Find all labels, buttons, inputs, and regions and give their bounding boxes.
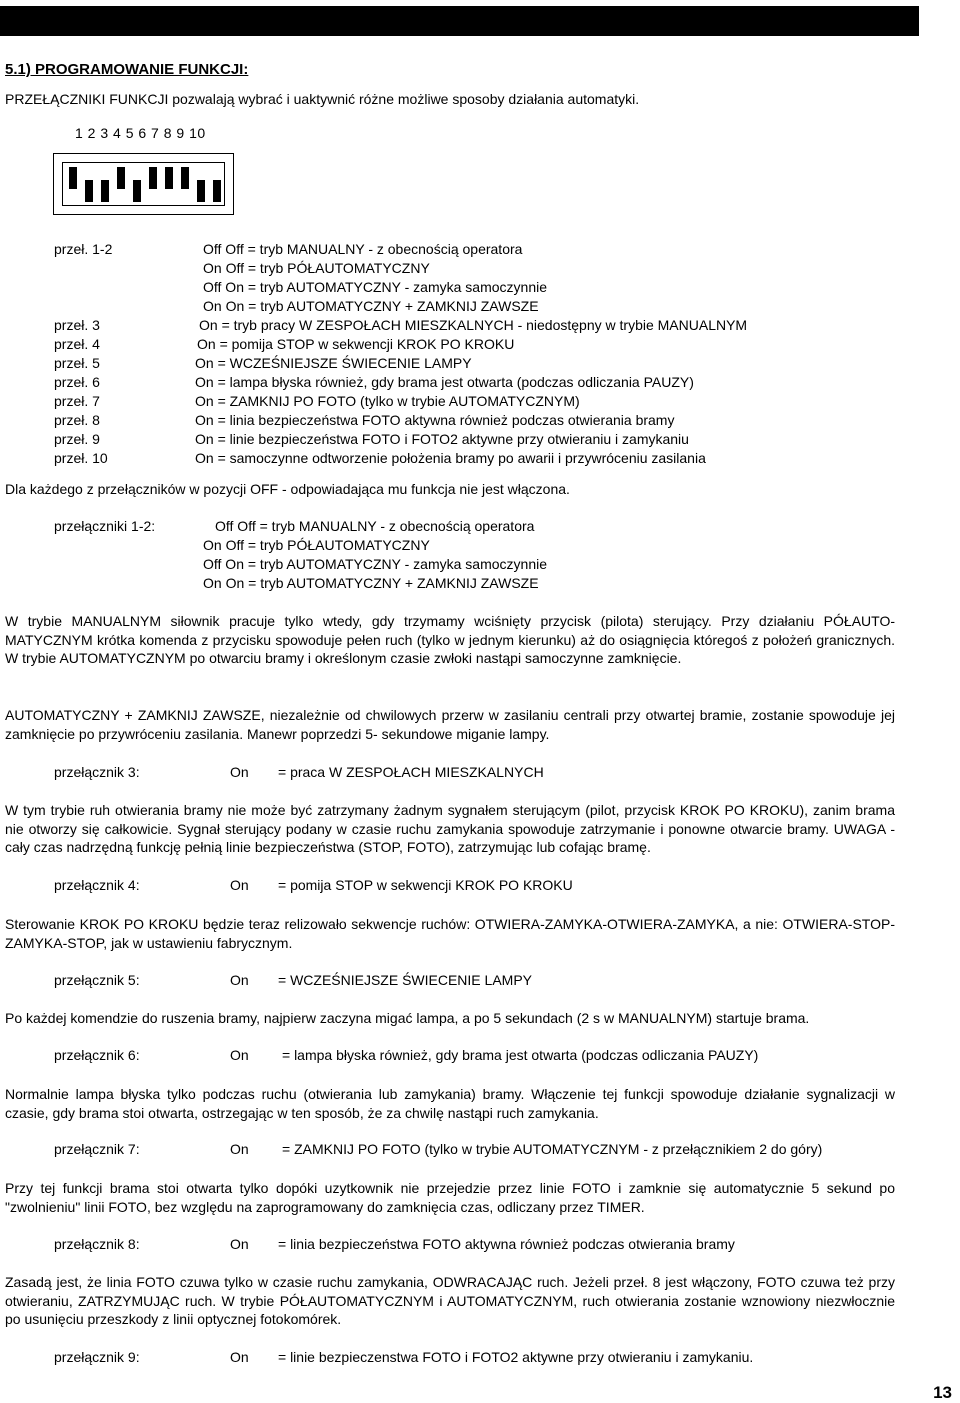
table-row-key: przeł. 9 xyxy=(54,431,100,447)
switch-3-on: On xyxy=(230,764,249,780)
switch-3-desc: = praca W ZESPOŁACH MIESZKALNYCH xyxy=(278,764,544,780)
table-row-value: On = WCZEŚNIEJSZE ŚWIECENIE LAMPY xyxy=(195,355,472,371)
switch-9-label: przełącznik 9: xyxy=(54,1349,140,1365)
switch-6-on: On xyxy=(230,1047,249,1063)
paragraph-always-close: AUTOMATYCZNY + ZAMKNIJ ZAWSZE, niezależnie od chwilowych przerw w zasilaniu centrali przy otwartej bramie, zostanie spowoduje jej zamknięcie po przywróceniu zasilania. Manewr poprzedzi 5- sekundowe miganie lampy. xyxy=(5,707,895,742)
dip-switch-7 xyxy=(165,167,173,189)
dip-switch-6 xyxy=(149,167,157,189)
switch-4-paragraph: Sterowanie KROK PO KROKU będzie teraz relizowało sekwencje ruchów: OTWIERA-ZAMYKA-OTWIERA-ZAMYKA, a nie: OTWIERA-STOP-ZAMYKA-STOP, jak w ustawieniu fabrycznym. xyxy=(5,916,895,951)
switch-8-desc: = linia bezpieczeństwa FOTO aktywna również podczas otwierania bramy xyxy=(278,1236,735,1252)
switch-7-label: przełącznik 7: xyxy=(54,1141,140,1157)
switch-8-label: przełącznik 8: xyxy=(54,1236,140,1252)
table-row-value: Off Off = tryb MANUALNY - z obecnością operatora xyxy=(203,241,523,257)
switch-5-on: On xyxy=(230,972,249,988)
dip-switch-10 xyxy=(213,180,221,202)
section-heading: 5.1) PROGRAMOWANIE FUNKCJI: xyxy=(5,61,249,78)
header-bar xyxy=(0,6,919,36)
switch-8-paragraph: Zasadą jest, że linia FOTO czuwa tylko w czasie ruchu zamykania, ODWRACAJĄC ruch. Jeżeli przeł. 8 jest włączony, FOTO czuwa też przy otwieraniu, ZATRZYMUJĄC ruch. W trybie PÓŁAUTOMATYCZNYM i AUTOMATYCZNYM, ruch otwierania zostanie wznowiony niezwłocznie po usunięciu przeszkody z linii optycznej fotokomórek. xyxy=(5,1274,895,1327)
table-row-key: przeł. 7 xyxy=(54,393,100,409)
switch-8-on: On xyxy=(230,1236,249,1252)
table-row-value: On On = tryb AUTOMATYCZNY + ZAMKNIJ ZAWSZE xyxy=(203,298,539,314)
table-row-value: On = tryb pracy W ZESPOŁACH MIESZKALNYCH - niedostępny w trybie MANUALNYM xyxy=(199,317,748,333)
intro-text: PRZEŁĄCZNIKI FUNKCJI pozwalają wybrać i uaktywnić różne możliwe sposoby działania automatyki. xyxy=(5,91,640,107)
dip-switch-diagram xyxy=(53,153,234,215)
switch-3-paragraph: W tym trybie ruh otwierania bramy nie może być zatrzymany żadnym sygnałem sterującym (pilot, przycisk KROK PO KROKU), zanim brama nie otworzy się całkowicie. Sygnał sterujący podany w czasie ruchu zamykania spowoduje zatrzymanie i ponowne otwarcie bramy. UWAGA - cały czas nadrzędną funkcję pełnią linie bezpieczeństwa (STOP, FOTO), zatrzymując lub cofając bramę. xyxy=(5,802,895,855)
switch-7-on: On xyxy=(230,1141,249,1157)
switch-3-label: przełącznik 3: xyxy=(54,764,140,780)
table-row-value: On Off = tryb PÓŁAUTOMATYCZNY xyxy=(203,260,430,276)
dip-switch-4 xyxy=(117,167,125,189)
sw12-line: Off Off = tryb MANUALNY - z obecnością operatora xyxy=(215,518,535,534)
table-row-key: przeł. 1-2 xyxy=(54,241,113,257)
switch-9-desc: = linie bezpieczenstwa FOTO i FOTO2 aktywne przy otwieraniu i zamykaniu. xyxy=(278,1349,754,1365)
table-row-key: przeł. 8 xyxy=(54,412,100,428)
switch-9-on: On xyxy=(230,1349,249,1365)
switch-4-label: przełącznik 4: xyxy=(54,877,140,893)
switch-7-desc: = ZAMKNIJ PO FOTO (tylko w trybie AUTOMATYCZNYM - z przełącznikiem 2 do góry) xyxy=(282,1141,823,1157)
dip-switch-5 xyxy=(133,180,141,202)
dip-switch-1 xyxy=(69,167,77,189)
table-row-key: przeł. 5 xyxy=(54,355,100,371)
table-row-value: On = samoczynne odtworzenie położenia bramy po awarii i przywróceniu zasilania xyxy=(195,450,706,466)
switch-6-label: przełącznik 6: xyxy=(54,1047,140,1063)
sw12-line: Off On = tryb AUTOMATYCZNY - zamyka samoczynnie xyxy=(203,556,548,572)
switch-5-paragraph: Po każdej komendzie do ruszenia bramy, najpierw zaczyna migać lampa, a po 5 sekundach (2 s w MANUALNYM) startuje brama. xyxy=(5,1010,810,1026)
page-number: 13 xyxy=(933,1383,952,1402)
switch-4-desc: = pomija STOP w sekwencji KROK PO KROKU xyxy=(278,877,573,893)
dip-switch-8 xyxy=(181,167,189,189)
table-row-value: Off On = tryb AUTOMATYCZNY - zamyka samoczynnie xyxy=(203,279,548,295)
table-row-value: On = ZAMKNIJ PO FOTO (tylko w trybie AUTOMATYCZNYM) xyxy=(195,393,580,409)
sw12-line: On On = tryb AUTOMATYCZNY + ZAMKNIJ ZAWSZE xyxy=(203,575,539,591)
switch-5-label: przełącznik 5: xyxy=(54,972,140,988)
table-row-value: On = linie bezpieczeństwa FOTO i FOTO2 aktywne przy otwieraniu i zamykaniu xyxy=(195,431,689,447)
sw12-line: On Off = tryb PÓŁAUTOMATYCZNY xyxy=(203,537,430,553)
dip-switch-9 xyxy=(197,180,205,202)
table-row-value: On = linia bezpieczeństwa FOTO aktywna również podczas otwierania bramy xyxy=(195,412,675,428)
switch-5-desc: = WCZEŚNIEJSZE ŚWIECENIE LAMPY xyxy=(278,972,532,988)
table-row-key: przeł. 3 xyxy=(54,317,100,333)
off-note: Dla każdego z przełączników w pozycji OFF - odpowiadająca mu funkcja nie jest włączona. xyxy=(5,481,570,497)
table-row-key: przeł. 4 xyxy=(54,336,100,352)
table-row-value: On = pomija STOP w sekwencji KROK PO KROKU xyxy=(197,336,515,352)
switch-6-paragraph: Normalnie lampa błyska tylko podczas ruchu (otwierania lub zamykania) bramy. Włączenie tej funkcji spowoduje działanie sygnalizacji w czasie, gdy brama stoi otwarta, ostrzegając w ten sposób, że za chwilę nastąpi ruch zamykania. xyxy=(5,1086,895,1121)
paragraph-manual: W trybie MANUALNYM siłownik pracuje tylko wtedy, gdy trzymamy wciśnięty przycisk (pilota) sterujący. Przy działaniu PÓŁAUTO-MATYCZNYM krótka komenda z przycisku spowoduje pełen ruch (tylko w jednym kierunku) aż do osiągnięcia któregoś z położeń granicznych. W trybie AUTOMATYCZNYM po otwarciu bramy i określonym czasie zwłoki nastąpi samoczynne zamknięcie. xyxy=(5,613,895,666)
switch-4-on: On xyxy=(230,877,249,893)
switch-7-paragraph: Przy tej funkcji brama stoi otwarta tylko dopóki uzytkownik nie przejedzie przez linie FOTO i zamknie się automatycznie 5 sekund po "zwolnieniu" linii FOTO, bez względu na zaprogramowany do zamknięcia czas, odliczany przez TIMER. xyxy=(5,1180,895,1215)
dip-switch-numbers: 1 2 3 4 5 6 7 8 9 10 xyxy=(75,125,206,141)
table-row-key: przeł. 6 xyxy=(54,374,100,390)
dip-switch-3 xyxy=(101,180,109,202)
table-row-value: On = lampa błyska również, gdy brama jest otwarta (podczas odliczania PAUZY) xyxy=(195,374,694,390)
dip-switch-2 xyxy=(85,180,93,202)
switch-6-desc: = lampa błyska również, gdy brama jest otwarta (podczas odliczania PAUZY) xyxy=(282,1047,759,1063)
table-row-key: przeł. 10 xyxy=(54,450,108,466)
sw12-label: przełączniki 1-2: xyxy=(54,518,156,534)
dip-switch-frame xyxy=(62,162,225,206)
